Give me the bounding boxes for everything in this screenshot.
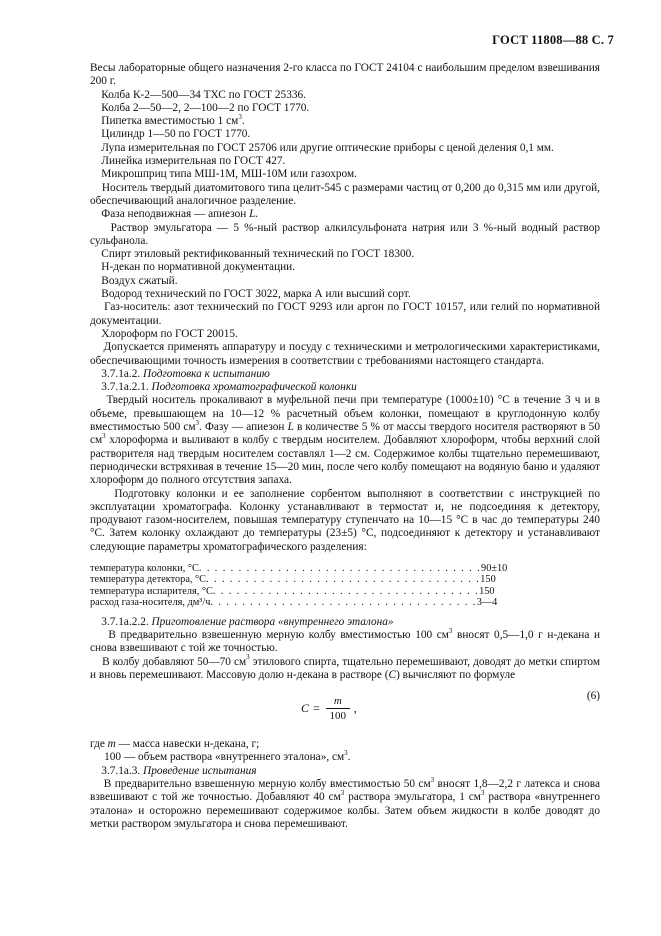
text: Спирт этиловый ректификованный технический по ГОСТ 18300.	[101, 248, 415, 261]
text: Воздух сжатый.	[101, 274, 178, 287]
text: Колба 2—50—2, 2—100—2 по ГОСТ 1770.	[101, 101, 310, 114]
section-title: Проведение испытания	[143, 764, 257, 777]
section-title: Подготовка хроматографической колонки	[151, 381, 357, 394]
text: Пипетка вместимостью 1 см	[101, 115, 239, 128]
italic-text: С	[388, 668, 397, 681]
formula-equals: =	[313, 700, 320, 715]
text: 100 — объем раствора «внутреннего эталона», см	[104, 751, 345, 764]
formula-expression	[301, 695, 357, 722]
superscript: 3	[340, 789, 345, 798]
text: Допускается применять аппаратуру и посуду с техническими и метрологическими характеристиками, обеспечивающими точность измерения в соответствии с требованиями настоящего стандарта.	[90, 341, 600, 367]
paragraph-hydrogen	[90, 288, 600, 301]
section-number: 3.7.1а.2.2.	[101, 615, 152, 628]
text: Цилиндр 1—50 по ГОСТ 1770.	[101, 128, 251, 141]
paragraph-chloroform	[90, 328, 600, 341]
param-leader: . . . . . . . . . . . . . . . . . . . . . . . . . . . . . . . . . . .	[206, 574, 481, 586]
paragraph-air	[90, 275, 600, 288]
text: Фаза неподвижная — апиезон	[101, 208, 250, 221]
text: хлороформа и выливают в колбу с твердым носителем. Добавляют хлороформ, чтобы верхний слой растворителя над твердым носителем составлял 1—2 см. Содержимое колбы тщательно перемешивают, периодически встряхивая в течение 15—20 мин, после чего колбу помещают на водяную баню и удаляют хлороформ до полного отсутствия запаха.	[90, 434, 600, 487]
equation-number: (6)	[586, 690, 600, 703]
text: Носитель твердый диатомитового типа целит-545 с размерами частиц от 0,200 до 0,315 мм или другой, обеспечивающий аналогичное разделение.	[90, 181, 601, 207]
param-row	[90, 574, 600, 585]
section-number: 3.7.1а.2.	[101, 367, 144, 380]
text: .	[241, 115, 245, 128]
superscript: 3	[344, 749, 348, 758]
param-leader: . . . . . . . . . . . . . . . . . . . . . . . . . . . . . . . . . . . .	[198, 562, 482, 574]
paragraph-adding-spirit	[90, 653, 600, 683]
formula-fraction	[326, 695, 350, 722]
text: Подготовку колонки и ее заполнение сорбентом выполняют в соответствии с инструкцией по эксплуатации хроматографа. Колонку устанавливают в термостат и, не подсоединяя к детектору, продувают газом-носителем, повышая температуру ступенчато на 10—15 °С в час до температуры 240 °С. Затем колонку охлаждают до температуры (23±5) °С, подсоединяют к детектору и устанавливают следующие параметры хроматографического разделения:	[90, 487, 600, 553]
text: Водород технический по ГОСТ 3022, марка А или высший сорт.	[101, 288, 411, 301]
text: где	[90, 738, 108, 751]
paragraph-flask-k2	[90, 89, 600, 102]
text: В колбу добавляют 50—70 см	[102, 655, 247, 668]
param-value: 3—4	[476, 597, 498, 609]
param-row	[90, 563, 600, 574]
paragraph-spirit	[90, 248, 600, 261]
formula-comma: ,	[353, 700, 357, 715]
text: Лупа измерительная по ГОСТ 25706 или другие оптические приборы с ценой деления 0,1 мм.	[101, 141, 554, 154]
document-body	[90, 62, 600, 831]
text: . Фазу — апиезон	[199, 421, 288, 434]
paragraph-carrier-gas	[90, 301, 600, 328]
param-label: температура детектора, °С	[90, 574, 207, 586]
param-value: 150	[479, 585, 495, 597]
superscript: 3	[102, 432, 106, 441]
text: вносят 1,8—2,2 г латекса и снова взвешивают с той же точностью. Добавляют 40 см	[90, 777, 601, 804]
text: раствора эмульгатора, 1 см	[344, 791, 481, 804]
paragraph-weighing-decane	[90, 626, 600, 656]
param-value: 150	[480, 574, 496, 586]
text: Весы лабораторные общего назначения 2-го класса по ГОСТ 24104 с наибольшим пределом взвешивания 200 г.	[90, 62, 600, 88]
param-leader: . . . . . . . . . . . . . . . . . . . . . . . . . . . . . . . . . .	[212, 585, 480, 597]
paragraph-magnifier	[90, 142, 600, 155]
param-leader: . . . . . . . . . . . . . . . . . . . . . . . . . . . . . . . . . .	[210, 597, 477, 609]
section-heading-column	[90, 381, 600, 394]
formula-numerator: m	[333, 695, 342, 708]
fraction-bar	[326, 708, 350, 709]
formula-6	[90, 690, 600, 736]
superscript: 3	[448, 626, 453, 635]
paragraph-testing-procedure	[90, 775, 601, 831]
text: этилового спирта, тщательно перемешивают, доводят до метки спиртом и вновь перемешивают. Массовую долю н-декана в растворе (	[90, 655, 600, 681]
text: Колба К-2—500—34 ТХС по ГОСТ 25336.	[101, 88, 306, 101]
text: вносят 0,5—1,0 г н-декана и снова взвешивают с той же точностью.	[90, 628, 600, 655]
italic-text: m	[107, 738, 116, 751]
italic-text: L	[287, 421, 294, 434]
param-label: расход газа-носителя, дм³/ч	[90, 597, 211, 609]
chromatography-parameters	[90, 563, 600, 609]
section-heading-preparation	[90, 368, 600, 381]
text: ) вычисляют по формуле	[396, 668, 516, 681]
section-heading-testing	[90, 765, 600, 778]
section-heading-internal-standard	[90, 616, 600, 629]
paragraph-decane	[90, 261, 600, 274]
text: Н-декан по нормативной документации.	[101, 261, 296, 274]
italic-text: L.	[249, 208, 259, 221]
section-number: 3.7.1а.2.1.	[101, 381, 152, 394]
text: В предварительно взвешенную мерную колбу вместимостью 100 см	[108, 628, 449, 641]
superscript: 3	[246, 653, 250, 662]
text: .	[347, 751, 351, 764]
paragraph-cylinder	[90, 128, 600, 141]
param-row	[90, 586, 600, 597]
param-label: температура колонки, °С	[90, 562, 199, 574]
text: Микрошприц типа МШ-1М, МШ-10М или газохром.	[101, 168, 357, 181]
paragraph-scales	[90, 62, 600, 89]
paragraph-allowance	[90, 341, 600, 368]
text: Линейка измерительная по ГОСТ 427.	[101, 155, 286, 168]
paragraph-emulsifier	[90, 222, 600, 249]
formula-lhs: C	[301, 700, 310, 715]
superscript: 3	[480, 789, 485, 798]
paragraph-volume	[90, 751, 600, 764]
paragraph-flask-2	[90, 102, 600, 115]
section-title: Подготовка к испытанию	[143, 367, 270, 380]
paragraph-pipette	[90, 112, 600, 128]
paragraph-carrier	[90, 182, 600, 209]
formula-denominator: 100	[329, 710, 347, 723]
paragraph-microsyringe	[90, 168, 600, 181]
text: Хлороформ по ГОСТ 20015.	[101, 327, 238, 340]
paragraph-column-filling	[90, 488, 600, 554]
param-value: 90±10	[481, 562, 508, 574]
paragraph-ruler	[90, 155, 600, 168]
paragraph-phase	[90, 208, 600, 221]
text: — масса навески н-декана, г;	[115, 738, 260, 751]
text: Твердый носитель прокаливают в муфельной печи при температуре (1000±10) °С в течение 3 ч и в объеме, превышающем на 10—12 % расчетный объем колонки, помещают в круглодонную колбу вместимостью 500 см	[90, 394, 600, 434]
superscript: 3	[430, 775, 435, 784]
superscript: 3	[195, 418, 200, 427]
text: раствора «внутреннего эталона» и осторожно перемешивают содержимое колбы. Затем объем жидкости в колбе доводят до метки раствором эмульгатора и снова перемешивают.	[90, 791, 600, 830]
text: Газ-носитель: азот технический по ГОСТ 9293 или аргон по ГОСТ 10157, или гелий по нормативной документации.	[90, 301, 601, 327]
superscript: 3	[238, 112, 242, 121]
text: В предварительно взвешенную мерную колбу вместимостью 50 см	[103, 777, 431, 790]
text: Раствор эмульгатора — 5 %-ный раствор алкилсульфоната натрия или 3 %-ный водный раствор сульфанола.	[90, 221, 600, 247]
paragraph-carrier-calcination	[90, 394, 600, 487]
page-header: ГОСТ 11808—88 С. 7	[492, 33, 614, 47]
param-label: температура испарителя, °С	[90, 585, 213, 597]
section-number: 3.7.1а.3.	[101, 764, 144, 777]
section-title: Приготовление раствора «внутреннего эталона»	[151, 615, 394, 628]
text: в количестве 5 % от массы твердого носителя растворяют в 50 см	[90, 421, 600, 447]
param-row	[90, 597, 600, 608]
